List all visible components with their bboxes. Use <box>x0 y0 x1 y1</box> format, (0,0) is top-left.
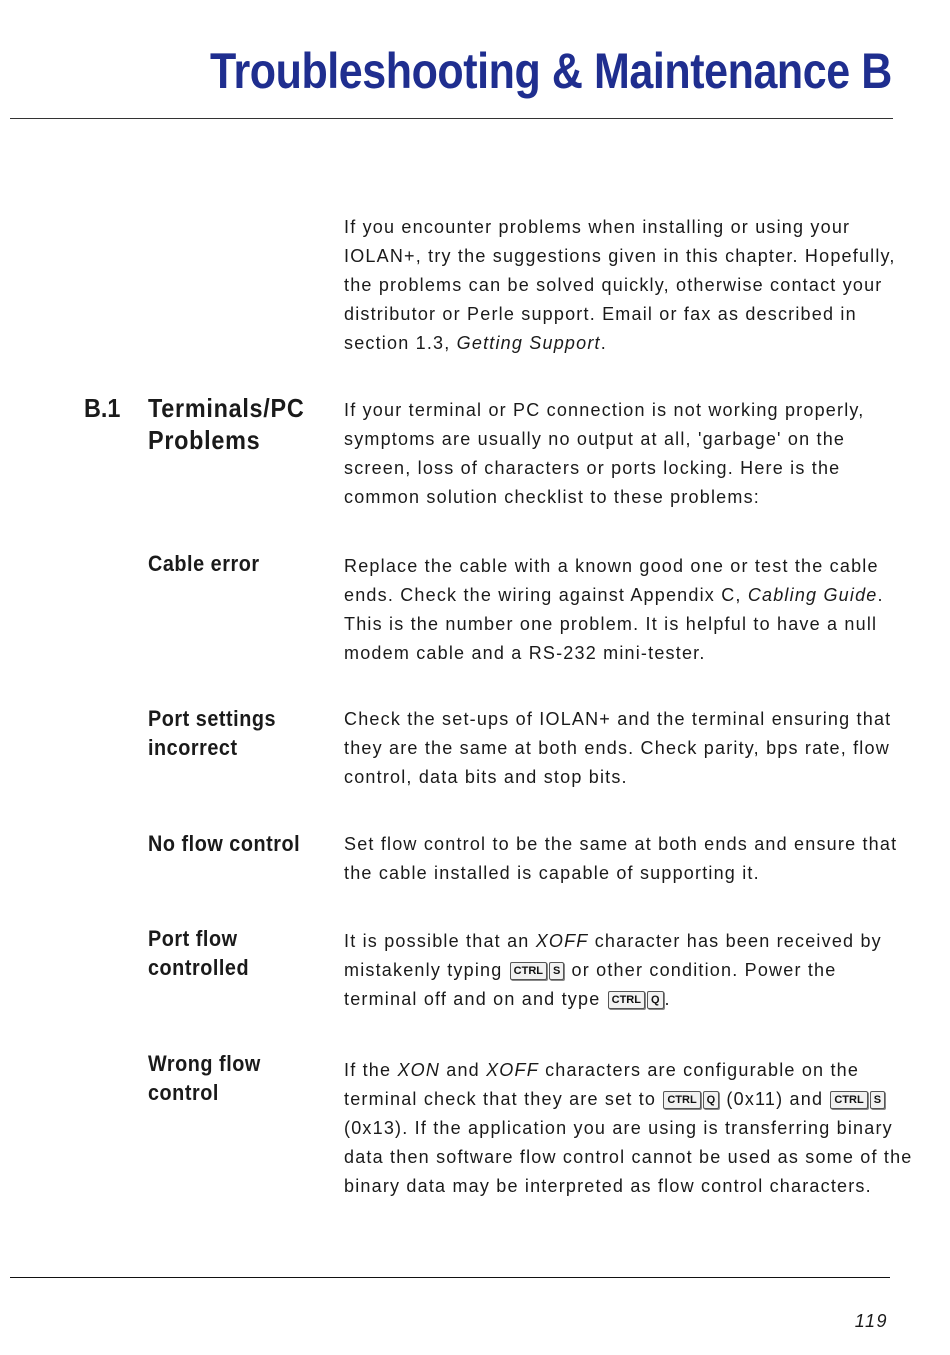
heading-line: Port settings <box>148 706 277 731</box>
paragraph-line: This is the number one problem. It is helpful to have a null <box>344 614 878 634</box>
page-number: 119 <box>854 1311 888 1331</box>
paragraph-line: data then software flow control cannot be used as some of the <box>344 1147 913 1167</box>
getting-support-reference: Getting Support <box>456 333 601 353</box>
intro-text: . <box>600 333 607 353</box>
paragraph-line: control, data bits and stop bits. <box>344 767 628 787</box>
intro-line: IOLAN+, try the suggestions given in this chapter. Hopefully, <box>344 246 896 266</box>
paragraph-line: Replace the cable with a known good one or test the cable <box>344 556 879 576</box>
heading-line: incorrect <box>148 735 238 760</box>
section-title <box>148 392 328 456</box>
paragraph-line: they are the same at both ends. Check parity, bps rate, flow <box>344 738 890 758</box>
no-flow-control-heading <box>148 829 319 858</box>
section-title-line: Problems <box>148 425 261 455</box>
paragraph-line: (0x13). If the application you are using is transferring binary <box>344 1118 893 1138</box>
paragraph-line <box>344 985 892 1014</box>
paragraph-line: the cable installed is capable of supporting it. <box>344 863 760 883</box>
cabling-guide-reference: Cabling Guide <box>747 585 878 605</box>
paragraph-text: ends. Check the wiring against Appendix C, <box>344 585 748 605</box>
heading-line: controlled <box>148 955 250 980</box>
section-paragraph <box>344 396 892 512</box>
heading-line: Wrong flow <box>148 1051 261 1076</box>
paragraph-text: . <box>664 989 671 1009</box>
q-key-icon: Q <box>647 991 664 1009</box>
paragraph-line: Set flow control to be the same at both ends and ensure that <box>344 834 898 854</box>
paragraph-text: If the <box>344 1060 398 1080</box>
q-key-icon: Q <box>703 1091 720 1109</box>
heading-line: No flow control <box>148 831 301 856</box>
ctrl-key-icon: CTRL <box>663 1091 700 1109</box>
s-key-icon: S <box>870 1091 885 1109</box>
cable-error-paragraph <box>344 552 892 668</box>
section-line: If your terminal or PC connection is not working properly, <box>344 400 865 420</box>
paragraph-text: and <box>440 1060 487 1080</box>
heading-line: control <box>148 1080 219 1105</box>
port-flow-controlled-heading <box>148 924 319 982</box>
wrong-flow-control-heading <box>148 1049 319 1107</box>
paragraph-text: It is possible that an <box>344 931 536 951</box>
port-flow-controlled-paragraph <box>344 927 892 1014</box>
ctrl-key-icon: CTRL <box>608 991 645 1009</box>
ctrl-key-icon: CTRL <box>830 1091 867 1109</box>
port-settings-paragraph <box>344 705 892 792</box>
intro-text: section 1.3, <box>344 333 457 353</box>
no-flow-control-paragraph <box>344 830 898 888</box>
intro-paragraph <box>344 213 896 358</box>
paragraph-text: or other condition. Power the <box>565 960 837 980</box>
port-settings-heading <box>148 704 319 762</box>
paragraph-text: . <box>877 585 884 605</box>
paragraph-line: binary data may be interpreted as flow control characters. <box>344 1176 872 1196</box>
section-line: common solution checklist to these problems: <box>344 487 760 507</box>
page-title: Troubleshooting & Maintenance B <box>210 43 892 99</box>
paragraph-line: modem cable and a RS-232 mini-tester. <box>344 643 706 663</box>
wrong-flow-control-paragraph <box>344 1056 913 1201</box>
xoff-term: XOFF <box>486 1060 539 1080</box>
s-key-icon: S <box>549 962 564 980</box>
paragraph-text: mistakenly typing <box>344 960 509 980</box>
section-line: symptoms are usually no output at all, 'garbage' on the <box>344 429 846 449</box>
cable-error-heading <box>148 549 319 578</box>
xoff-term: XOFF <box>535 931 589 951</box>
intro-line: distributor or Perle support. Email or fax as described in <box>344 304 857 324</box>
section-number: B.1 <box>84 393 121 423</box>
paragraph-line <box>344 927 892 956</box>
section-title-line: Terminals/PC <box>148 393 305 423</box>
heading-line: Port flow <box>148 926 238 951</box>
intro-line <box>344 329 892 358</box>
paragraph-line <box>344 956 892 985</box>
paragraph-line: Check the set-ups of IOLAN+ and the terminal ensuring that <box>344 709 892 729</box>
intro-line: If you encounter problems when installing or using your <box>344 217 851 237</box>
intro-line: the problems can be solved quickly, otherwise contact your <box>344 275 883 295</box>
paragraph-text: characters are configurable on the <box>538 1060 860 1080</box>
ctrl-key-icon: CTRL <box>510 962 547 980</box>
footer-rule <box>10 1277 890 1278</box>
paragraph-line <box>344 1056 892 1085</box>
paragraph-text: character has been received by <box>588 931 882 951</box>
heading-line: Cable error <box>148 551 260 576</box>
paragraph-text: terminal check that they are set to <box>344 1089 663 1109</box>
paragraph-text: terminal off and on and type <box>344 989 607 1009</box>
xon-term: XON <box>397 1060 441 1080</box>
header-rule <box>10 118 893 119</box>
paragraph-line <box>344 1085 892 1114</box>
paragraph-text: (0x11) and <box>720 1089 830 1109</box>
paragraph-line <box>344 581 892 610</box>
section-line: screen, loss of characters or ports locking. Here is the <box>344 458 841 478</box>
